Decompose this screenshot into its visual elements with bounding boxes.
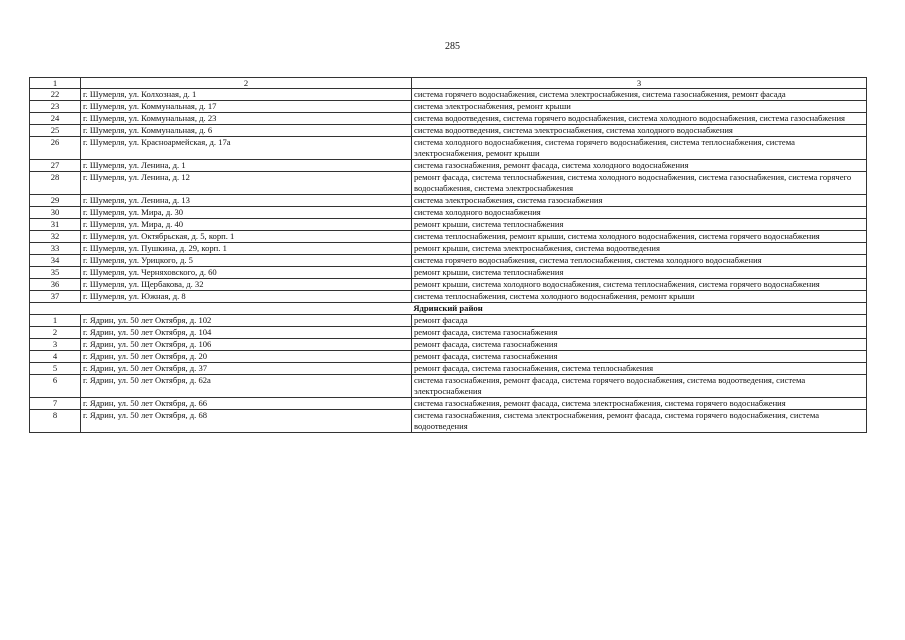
row-number: 29 [30, 195, 81, 207]
row-number: 32 [30, 231, 81, 243]
row-works: ремонт фасада, система газоснабжения, система теплоснабжения [412, 363, 867, 375]
table-row [30, 363, 867, 375]
row-number: 37 [30, 291, 81, 303]
row-works: система электроснабжения, система газоснабжения [412, 195, 867, 207]
row-number: 8 [30, 410, 81, 433]
row-works: ремонт крыши, система теплоснабжения [412, 219, 867, 231]
column-header-2: 2 [81, 78, 412, 89]
table-row [30, 160, 867, 172]
row-number: 4 [30, 351, 81, 363]
row-works: система газоснабжения, ремонт фасада, система холодного водоснабжения [412, 160, 867, 172]
row-address: г. Шумерля, ул. Щербакова, д. 32 [81, 279, 412, 291]
page-number: 285 [445, 41, 460, 52]
row-address: г. Шумерля, ул. Ленина, д. 12 [81, 172, 412, 195]
row-works: ремонт фасада, система теплоснабжения, система холодного водоснабжения, система газоснабжения, система горячего водоснабжения, система электроснабжения [412, 172, 867, 195]
row-works: система водоотведения, система электроснабжения, система холодного водоснабжения [412, 125, 867, 137]
row-address: г. Шумерля, ул. Пушкина, д. 29, корп. 1 [81, 243, 412, 255]
table-row [30, 398, 867, 410]
row-address: г. Ядрин, ул. 50 лет Октября, д. 106 [81, 339, 412, 351]
row-address: г. Шумерля, ул. Мира, д. 30 [81, 207, 412, 219]
table-row [30, 351, 867, 363]
row-number: 34 [30, 255, 81, 267]
row-works: система теплоснабжения, система холодного водоснабжения, ремонт крыши [412, 291, 867, 303]
row-works: ремонт крыши, система холодного водоснабжения, система теплоснабжения, система горячего водоснабжения [412, 279, 867, 291]
row-works: система холодного водоснабжения, система горячего водоснабжения, система теплоснабжения, система электроснабжения, ремонт крыши [412, 137, 867, 160]
row-address: г. Шумерля, ул. Коммунальная, д. 17 [81, 101, 412, 113]
row-works: система газоснабжения, ремонт фасада, система электроснабжения, система горячего водоснабжения [412, 398, 867, 410]
table-row [30, 279, 867, 291]
row-number: 3 [30, 339, 81, 351]
table-row [30, 291, 867, 303]
row-works: ремонт фасада, система газоснабжения [412, 327, 867, 339]
row-address: г. Шумерля, ул. Ленина, д. 1 [81, 160, 412, 172]
row-address: г. Шумерля, ул. Ленина, д. 13 [81, 195, 412, 207]
row-works: система электроснабжения, ремонт крыши [412, 101, 867, 113]
row-number: 7 [30, 398, 81, 410]
column-header-1: 1 [30, 78, 81, 89]
table-row [30, 339, 867, 351]
table-row [30, 243, 867, 255]
row-address: г. Шумерля, ул. Коммунальная, д. 23 [81, 113, 412, 125]
row-address: г. Шумерля, ул. Коммунальная, д. 6 [81, 125, 412, 137]
section-heading-row [30, 303, 867, 315]
row-number: 5 [30, 363, 81, 375]
row-address: г. Шумерля, ул. Урицкого, д. 5 [81, 255, 412, 267]
table-row [30, 255, 867, 267]
row-address: г. Шумерля, ул. Красноармейская, д. 17а [81, 137, 412, 160]
row-number: 22 [30, 89, 81, 101]
row-address: г. Ядрин, ул. 50 лет Октября, д. 37 [81, 363, 412, 375]
row-works: система теплоснабжения, ремонт крыши, система холодного водоснабжения, система горячего водоснабжения [412, 231, 867, 243]
buildings-table [29, 77, 867, 433]
row-address: г. Ядрин, ул. 50 лет Октября, д. 20 [81, 351, 412, 363]
row-number: 28 [30, 172, 81, 195]
table-row [30, 327, 867, 339]
row-address: г. Ядрин, ул. 50 лет Октября, д. 104 [81, 327, 412, 339]
row-number: 36 [30, 279, 81, 291]
section-heading: Ядринский район [30, 303, 867, 315]
row-works: система горячего водоснабжения, система теплоснабжения, система холодного водоснабжения [412, 255, 867, 267]
table-row [30, 410, 867, 433]
table-row [30, 375, 867, 398]
table-row [30, 172, 867, 195]
table-body [30, 78, 867, 433]
table-row [30, 207, 867, 219]
table-row [30, 89, 867, 101]
row-works: ремонт крыши, система электроснабжения, система водоотведения [412, 243, 867, 255]
row-number: 27 [30, 160, 81, 172]
row-address: г. Ядрин, ул. 50 лет Октября, д. 62а [81, 375, 412, 398]
row-number: 31 [30, 219, 81, 231]
row-works: ремонт фасада, система газоснабжения [412, 339, 867, 351]
row-address: г. Ядрин, ул. 50 лет Октября, д. 68 [81, 410, 412, 433]
table-row [30, 267, 867, 279]
table-row [30, 315, 867, 327]
row-number: 6 [30, 375, 81, 398]
table-row [30, 231, 867, 243]
row-address: г. Шумерля, ул. Октябрьская, д. 5, корп. 1 [81, 231, 412, 243]
row-works: ремонт фасада [412, 315, 867, 327]
table-row [30, 195, 867, 207]
table-row [30, 137, 867, 160]
table-row [30, 101, 867, 113]
row-address: г. Ядрин, ул. 50 лет Октября, д. 102 [81, 315, 412, 327]
row-works: система газоснабжения, ремонт фасада, система горячего водоснабжения, система водоотведения, система электроснабжения [412, 375, 867, 398]
table-row [30, 113, 867, 125]
row-works: ремонт фасада, система газоснабжения [412, 351, 867, 363]
row-works: система холодного водоснабжения [412, 207, 867, 219]
row-address: г. Ядрин, ул. 50 лет Октября, д. 66 [81, 398, 412, 410]
row-number: 24 [30, 113, 81, 125]
table-row [30, 219, 867, 231]
row-address: г. Шумерля, ул. Мира, д. 40 [81, 219, 412, 231]
row-address: г. Шумерля, ул. Южная, д. 8 [81, 291, 412, 303]
row-works: ремонт крыши, система теплоснабжения [412, 267, 867, 279]
column-header-3: 3 [412, 78, 867, 89]
row-address: г. Шумерля, ул. Колхозная, д. 1 [81, 89, 412, 101]
row-number: 25 [30, 125, 81, 137]
row-works: система горячего водоснабжения, система электроснабжения, система газоснабжения, ремонт фасада [412, 89, 867, 101]
row-works: система газоснабжения, система электроснабжения, ремонт фасада, система горячего водоснабжения, система водоотведения [412, 410, 867, 433]
row-works: система водоотведения, система горячего водоснабжения, система холодного водоснабжения, система газоснабжения [412, 113, 867, 125]
row-number: 35 [30, 267, 81, 279]
row-address: г. Шумерля, ул. Черняховского, д. 60 [81, 267, 412, 279]
row-number: 23 [30, 101, 81, 113]
row-number: 26 [30, 137, 81, 160]
row-number: 1 [30, 315, 81, 327]
row-number: 33 [30, 243, 81, 255]
table-row [30, 125, 867, 137]
row-number: 30 [30, 207, 81, 219]
table-header-row [30, 78, 867, 89]
row-number: 2 [30, 327, 81, 339]
